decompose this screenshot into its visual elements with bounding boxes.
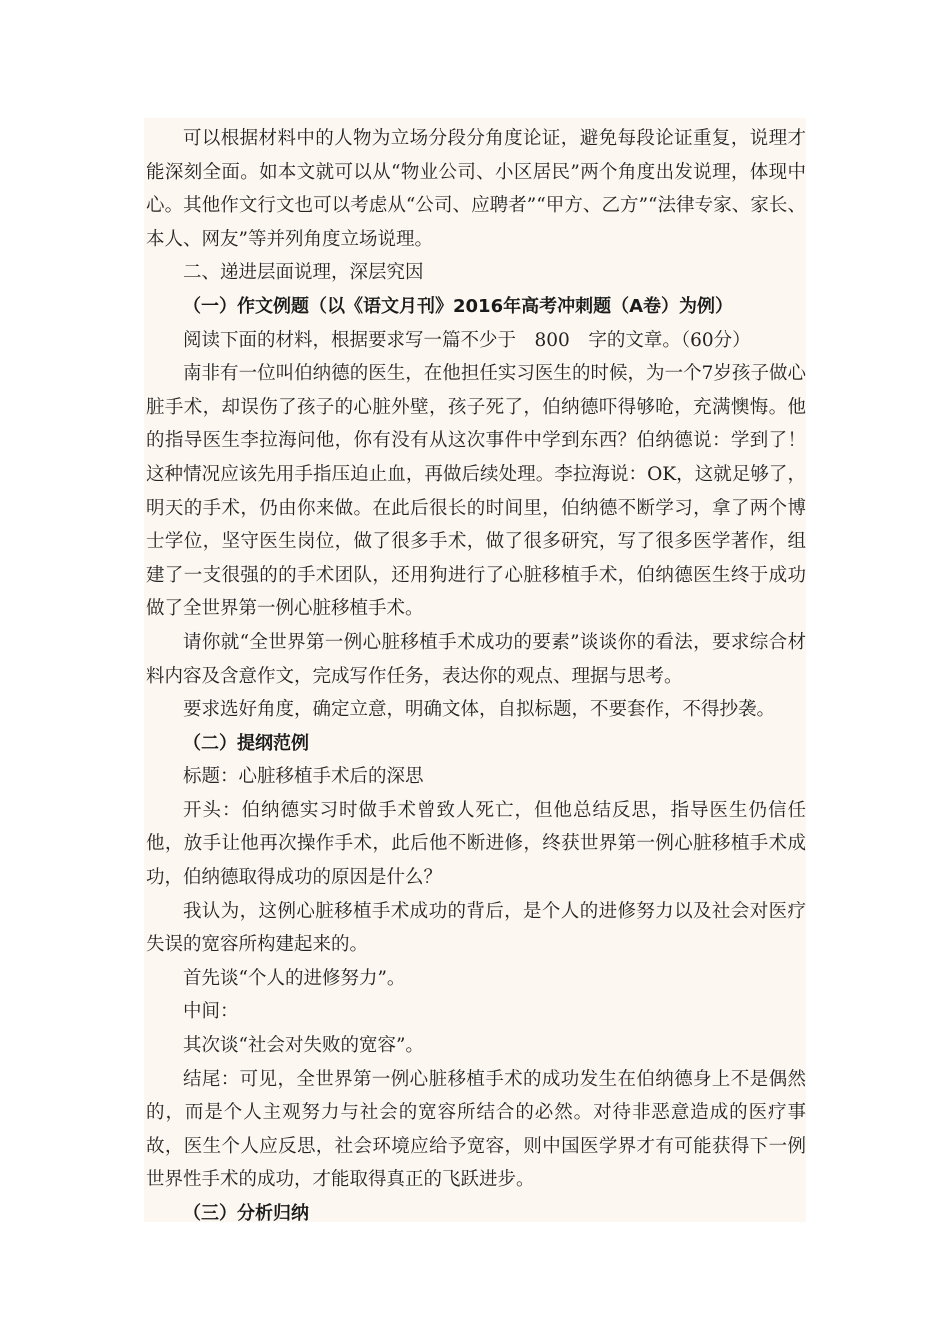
outline-title: 标题：心脏移植手术后的深思 bbox=[183, 766, 424, 788]
subheading-analysis-summary: （三）分析归纳 bbox=[183, 1203, 309, 1224]
paragraph-writing-prompt: 请你就“全世界第一例心脏移植手术成功的要素”谈谈你的看法，要求综合材料内容及含意作文，完成写作任务，表达你的观点、理据与思考。 bbox=[146, 631, 806, 687]
section-heading-progressive-reasoning: 二、递进层面说理，深层究因 bbox=[183, 262, 424, 284]
paragraph-writing-requirements: 要求选好角度，确定立意，明确文体，自拟标题，不要套作，不得抄袭。 bbox=[183, 699, 776, 721]
document-body bbox=[146, 122, 806, 1231]
paragraph-task-instruction: 阅读下面的材料，根据要求写一篇不少于 800 字的文章。（60分） bbox=[183, 329, 751, 351]
subheading-outline-example: （二）提纲范例 bbox=[183, 732, 309, 754]
subheading-essay-example: （一）作文例题（以《语文月刊》2016年高考冲刺题（A卷）为例） bbox=[183, 295, 734, 317]
paragraph-perspective-argument: 可以根据材料中的人物为立场分段分角度论证，避免每段论证重复，说理才能深刻全面。如本文就可以从“物业公司、小区居民”两个角度出发说理，体现中心。其他作文行文也可以考虑从“公司、应聘者”“甲方、乙方”“法律专家、家长、本人、网友”等并列角度立场说理。 bbox=[146, 128, 806, 250]
outline-thesis: 我认为，这例心脏移植手术成功的背后，是个人的进修努力以及社会对医疗失误的宽容所构建起来的。 bbox=[146, 900, 806, 956]
outline-opening: 开头：伯纳德实习时做手术曾致人死亡，但他总结反思，指导医生仍信任他，放手让他再次操作手术，此后他不断进修，终获世界第一例心脏移植手术成功，伯纳德取得成功的原因是什么？ bbox=[146, 799, 806, 889]
paragraph-bernard-story: 南非有一位叫伯纳德的医生，在他担任实习医生的时候，为一个7岁孩子做心脏手术，却误伤了孩子的心脏外壁，孩子死了，伯纳德吓得够呛，充满懊悔。他的指导医生李拉海问他，你有没有从这次事件中学到东西？伯纳德说：学到了！这种情况应该先用手指压迫止血，再做后续处理。李拉海说：OK，这就足够了，明天的手术，仍由你来做。在此后很长的时间里，伯纳德不断学习，拿了两个博士学位，坚守医生岗位，做了很多手术，做了很多研究，写了很多医学著作，组建了一支很强的的手术团队，还用狗进行了心脏移植手术，伯纳德医生终于成功做了全世界第一例心脏移植手术。 bbox=[146, 363, 806, 620]
outline-second-point: 其次谈“社会对失败的宽容”。 bbox=[183, 1035, 424, 1057]
outline-middle-label: 中间： bbox=[183, 1001, 239, 1023]
outline-first-point: 首先谈“个人的进修努力”。 bbox=[183, 967, 406, 989]
outline-conclusion: 结尾：可见，全世界第一例心脏移植手术的成功发生在伯纳德身上不是偶然的，而是个人主观努力与社会的宽容所结合的必然。对待非恶意造成的医疗事故，医生个人应反思，社会环境应给予宽容，则中国医学界才有可能获得下一例世界性手术的成功，才能取得真正的飞跃进步。 bbox=[146, 1068, 806, 1191]
